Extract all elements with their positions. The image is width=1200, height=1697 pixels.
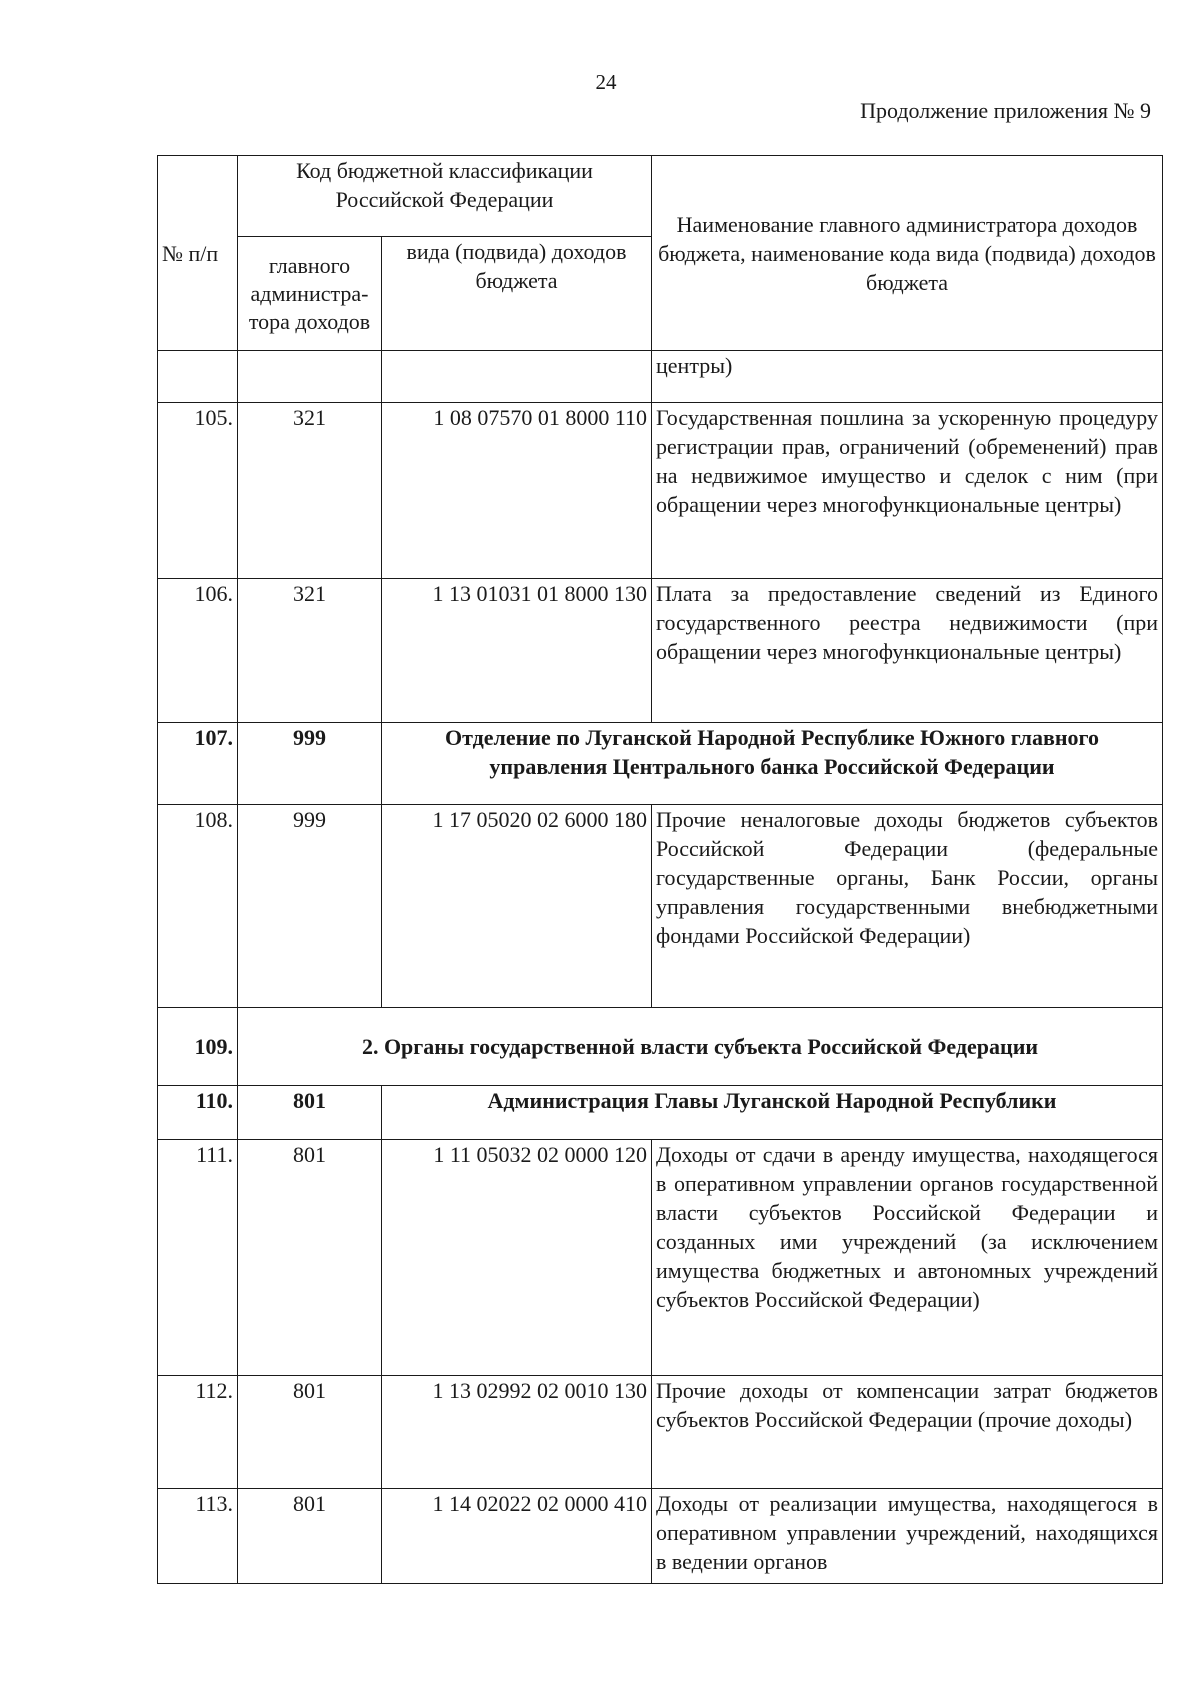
row-number xyxy=(158,351,238,403)
row-number: 110. xyxy=(158,1086,238,1140)
row-admin-code: 321 xyxy=(238,579,382,723)
row-number: 107. xyxy=(158,723,238,805)
column-header-code-group: Код бюджетной классификации Российской Федерации xyxy=(238,156,652,237)
row-name: Прочие доходы от компенсации затрат бюджетов субъектов Российской Федерации (прочие доходы) xyxy=(652,1376,1163,1489)
table-row xyxy=(158,351,1163,403)
row-admin-code: 321 xyxy=(238,403,382,579)
row-admin-code: 801 xyxy=(238,1489,382,1584)
table-row-section xyxy=(158,1086,1163,1140)
column-header-number: № п/п xyxy=(158,156,238,351)
table-header-row xyxy=(158,156,1163,237)
table-row xyxy=(158,403,1163,579)
row-name: Плата за предоставление сведений из Единого государственного реестра недвижимости (при обращении через многофункциональные центры) xyxy=(652,579,1163,723)
column-header-name: Наименование главного администратора доходов бюджета, наименование кода вида (подвида) доходов бюджета xyxy=(652,156,1163,351)
row-income-code: 1 11 05032 02 0000 120 xyxy=(382,1140,652,1376)
row-number: 112. xyxy=(158,1376,238,1489)
row-income-code: 1 08 07570 01 8000 110 xyxy=(382,403,652,579)
row-number: 106. xyxy=(158,579,238,723)
table-row xyxy=(158,1376,1163,1489)
table-row xyxy=(158,805,1163,1008)
row-number: 108. xyxy=(158,805,238,1008)
row-income-code: 1 14 02022 02 0000 410 xyxy=(382,1489,652,1584)
row-number: 113. xyxy=(158,1489,238,1584)
budget-classification-table xyxy=(157,155,1163,1584)
row-admin-code: 801 xyxy=(238,1376,382,1489)
row-name: Доходы от сдачи в аренду имущества, находящегося в оперативном управлении органов государственной власти субъектов Российской Федерации и созданных ими учреждений (за исключением имущества бюджетных и автономных учреждений субъектов Российской Федерации) xyxy=(652,1140,1163,1376)
row-number: 105. xyxy=(158,403,238,579)
column-header-kind: вида (подвида) доходов бюджета xyxy=(382,237,652,351)
table-row xyxy=(158,1140,1163,1376)
row-name: центры) xyxy=(652,351,1163,403)
row-name: Прочие неналоговые доходы бюджетов субъектов Российской Федерации (федеральные государственные органы, Банк России, органы управления государственными внебюджетными фондами Российской Федерации) xyxy=(652,805,1163,1008)
appendix-continuation-label: Продолжение приложения № 9 xyxy=(860,98,1151,123)
row-admin-code: 999 xyxy=(238,723,382,805)
row-income-code: 1 13 02992 02 0010 130 xyxy=(382,1376,652,1489)
page-number: 24 xyxy=(595,70,617,94)
table-row xyxy=(158,579,1163,723)
table-row xyxy=(158,1489,1163,1584)
table-row-section xyxy=(158,1008,1163,1086)
row-income-code xyxy=(382,351,652,403)
row-section-title: Администрация Главы Луганской Народной Республики xyxy=(382,1086,1163,1140)
row-income-code: 1 17 05020 02 6000 180 xyxy=(382,805,652,1008)
column-header-admin: главного администра-тора доходов xyxy=(238,237,382,351)
row-number: 111. xyxy=(158,1140,238,1376)
row-admin-code: 801 xyxy=(238,1086,382,1140)
row-income-code: 1 13 01031 01 8000 130 xyxy=(382,579,652,723)
row-section-title: Отделение по Луганской Народной Республике Южного главного управления Центрального банка Российской Федерации xyxy=(382,723,1163,805)
row-name: Государственная пошлина за ускоренную процедуру регистрации прав, ограничений (обременений) прав на недвижимое имущество и сделок с ним (при обращении через многофункциональные центры) xyxy=(652,403,1163,579)
row-name: Доходы от реализации имущества, находящегося в оперативном управлении учреждений, находящихся в ведении органов xyxy=(652,1489,1163,1584)
row-admin-code: 801 xyxy=(238,1140,382,1376)
table-row-section xyxy=(158,723,1163,805)
row-section-title: 2. Органы государственной власти субъекта Российской Федерации xyxy=(238,1008,1163,1086)
row-admin-code: 999 xyxy=(238,805,382,1008)
row-admin-code xyxy=(238,351,382,403)
row-number: 109. xyxy=(158,1008,238,1086)
